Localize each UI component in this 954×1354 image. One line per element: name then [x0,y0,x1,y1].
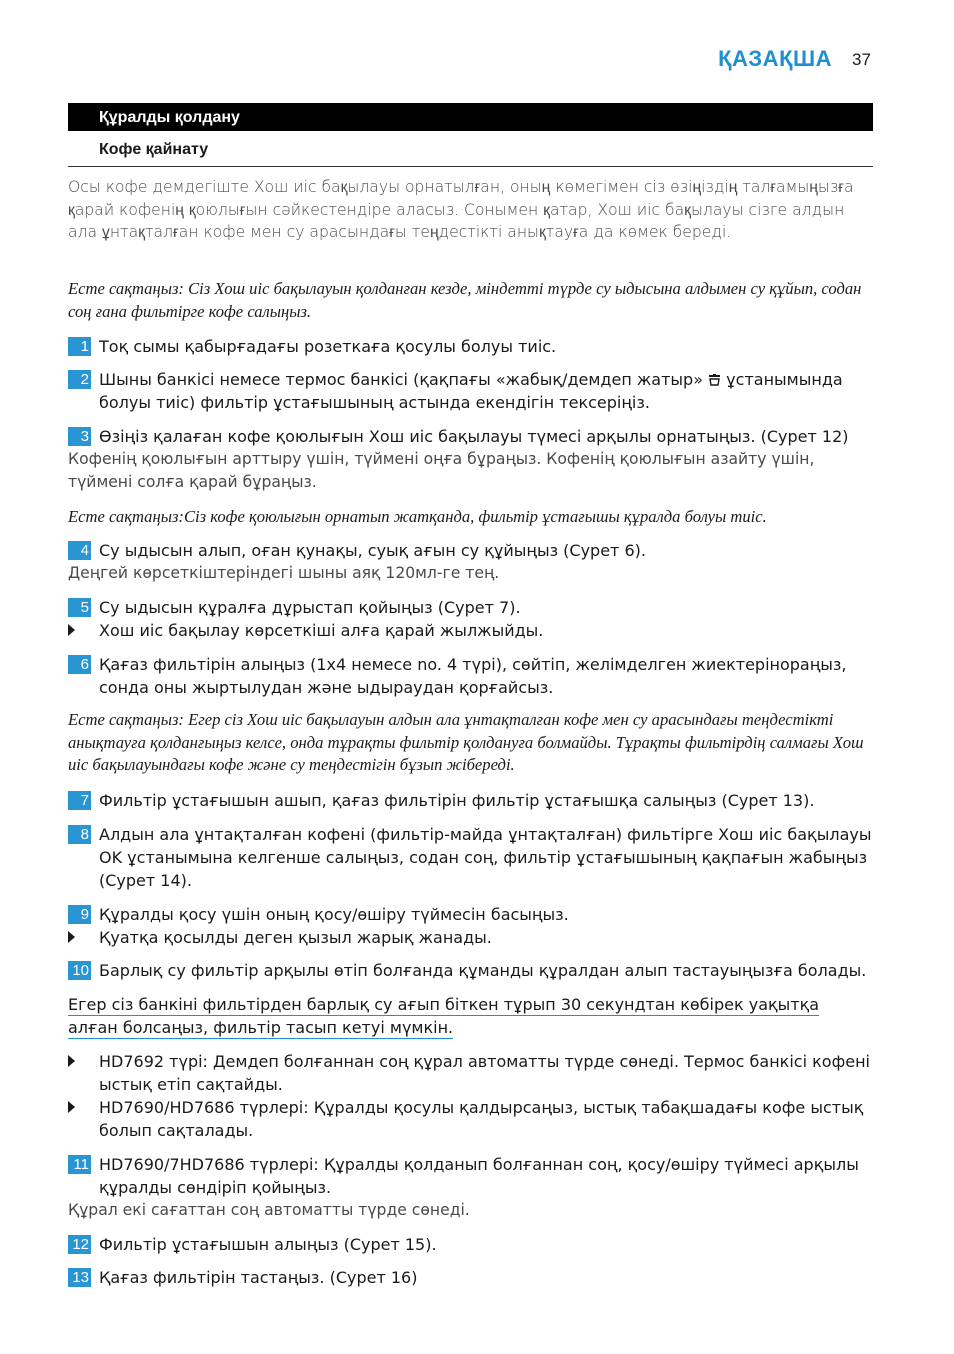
step-subtext-4: Деңгей көрсеткіштеріндегі шыны аяқ 120мл-ге тең. [68,564,500,582]
section-title-bar: Құралды қолдану [68,103,873,131]
step-6 [68,653,873,699]
model-bullet-2 [68,1096,873,1142]
model-bullet-1 [68,1050,873,1096]
language-header: ҚАЗАҚША [718,46,832,71]
lid-closed-icon [708,374,721,386]
step-7 [68,789,873,812]
step-number-6: 6 [68,655,91,674]
step-13 [68,1266,873,1289]
step-3 [68,425,873,493]
warning-link-text[interactable]: Егер сіз банкіні фильтірден барлық су ағып біткен тұрып 30 секундтан көбірек уақытқа алған болсаңыз, фильтір тасып кетуі мүмкін. [68,995,820,1037]
step-text-7: Фильтір ұстағышын ашып, қағаз фильтірін фильтір ұстағышқа салыңыз (Сурет 13). [99,791,815,810]
step-number-11: 11 [68,1155,91,1174]
step-8 [68,823,873,892]
step-number-12: 12 [68,1235,91,1254]
step-5 [68,596,873,619]
step-text-11: HD7690/7HD7686 түрлері: Құралды қолданып болғаннан соң, қосу/өшіру түймесі арқылы құралды сөндіріп қойыңыз. [99,1155,859,1197]
subsection-title: Кофе қайнату [99,141,209,158]
step-text-1: Тоқ сымы қабырғадағы розеткаға қосулы болуы тиіс. [99,337,557,356]
step-11 [68,1153,873,1222]
page-number: 37 [852,50,871,69]
step-10 [68,959,873,982]
step-4 [68,539,873,585]
step-subtext-11: Құрал екі сағаттан соң автоматты түрде сөнеді. [68,1201,470,1219]
step-number-3: 3 [68,427,91,446]
note-paragraph-3: Есте сақтаңыз: Егер сіз Хош иіс бақылауын алдын ала ұнтақталған кофе мен су арасындағы теңдестікті анықтауға қолданғыңыз келсе, онда тұрақты фильтір қолдануға болмайды. Тұрақты фильтірдің салмағы Хош иіс бақылауындағы кофе және су теңдестігін бұзып жібереді. [68,710,864,774]
bullet-arrow-icon [68,931,75,943]
step-text-8: Алдын ала ұнтақталған кофені (фильтір-майда ұнтақталған) фильтірге Хош иіс бақылауы OK ұстанымына келгенше салыңыз, содан соң, фильтір ұстағышының қақпағын жабыңыз (Сурет 14). [99,825,872,890]
step-number-9: 9 [68,905,91,924]
step-text-9: Құралды қосу үшін оның қосу/өшіру түймесін басыңыз. [99,905,569,924]
warning-link[interactable] [68,993,873,1039]
step-number-8: 8 [68,825,91,844]
step-2 [68,368,873,414]
step-text-6: Қағаз фильтірін алыңыз (1x4 немесе no. 4 түрі), сөйтіп, желімделген жиектерінораңыз, сонда оны жыртылудан және ыдыраудан қорғайсыз. [99,655,847,697]
step-number-4: 4 [68,541,91,560]
model-bullet-1-text: HD7692 түрі: Демдеп болғаннан соң құрал автоматты түрде сөнеді. Термос банкісі кофені ыстық етіп сақтайды. [99,1052,870,1094]
step-number-10: 10 [68,961,91,980]
step-number-1: 1 [68,337,91,356]
bullet-arrow-icon [68,1055,75,1067]
bullet-arrow-icon [68,624,75,636]
step-9-bullet-text: Қуатқа қосылды деген қызыл жарық жанады. [99,928,492,947]
step-text-2a: Шыны банкісі немесе термос банкісі (қақпағы «жабық/демдеп жатыр» [99,370,703,389]
step-5-bullet [68,619,873,642]
step-text-3: Өзіңіз қалаған кофе қоюлығын Хош иіс бақылауы түмесі арқылы орнатыңыз. (Сурет 12) [99,427,849,446]
step-number-2: 2 [68,370,91,389]
note-paragraph-1: Есте сақтаңыз: Сіз Хош иіс бақылауын қолданған кезде, міндетті түрде су ыдысына алдымен су құйып, содан соң ғана фильтірге кофе салыңыз. [68,279,862,321]
step-9 [68,903,873,926]
model-bullet-2-text: HD7690/HD7686 түрлері: Құралды қосулы қалдырсаңыз, ыстық табақшадағы кофе ыстық болып сақталады. [99,1098,864,1140]
step-text-4: Су ыдысын алып, оған қунақы, суық ағын су құйыңыз (Сурет 6). [99,541,646,560]
step-12 [68,1233,873,1256]
step-text-2b: ұстанымында болуы тиіс) фильтір ұстағышының астында екендігін тексеріңіз. [99,370,843,412]
bullet-arrow-icon [68,1101,75,1113]
step-text-2 [99,368,873,414]
step-number-7: 7 [68,791,91,810]
step-text-12: Фильтір ұстағышын алыңыз (Сурет 15). [99,1235,437,1254]
step-text-13: Қағаз фильтірін тастаңыз. (Сурет 16) [99,1268,418,1287]
step-5-bullet-text: Хош иіс бақылау көрсеткіші алға қарай жылжыйды. [99,621,544,640]
step-subtext-3: Кофенің қоюлығын арттыру үшін, түймені оңға бұраңыз. Кофенің қоюлығын азайту үшін, түймені солға қарай бұраңыз. [68,450,815,491]
step-text-5: Су ыдысын құралға дұрыстап қойыңыз (Сурет 7). [99,598,521,617]
step-9-bullet [68,926,873,949]
step-1 [68,335,873,358]
note-paragraph-2: Есте сақтаңыз:Сіз кофе қоюлығын орнатып жатқанда, фильтір ұстағышы құралда болуы тиіс. [68,507,767,526]
step-text-10: Барлық су фильтір арқылы өтіп болғанда құманды құралдан алып тастауыңызға болады. [99,961,867,980]
step-number-13: 13 [68,1268,91,1287]
step-number-5: 5 [68,598,91,617]
intro-paragraph: Осы кофе демдегіште Хош иіс бақылауы орнатылған, оның көмегімен сіз өзіңіздің талғамыңызға қарай кофенің қоюлығын сәйкестендіре аласыз. Сонымен қатар, Хош иіс бақылауы сізге алдын ала ұнтақталған кофе мен су арасындағы теңдестікті анықтауға да көмек береді. [68,178,854,241]
subsection-divider [68,166,873,167]
